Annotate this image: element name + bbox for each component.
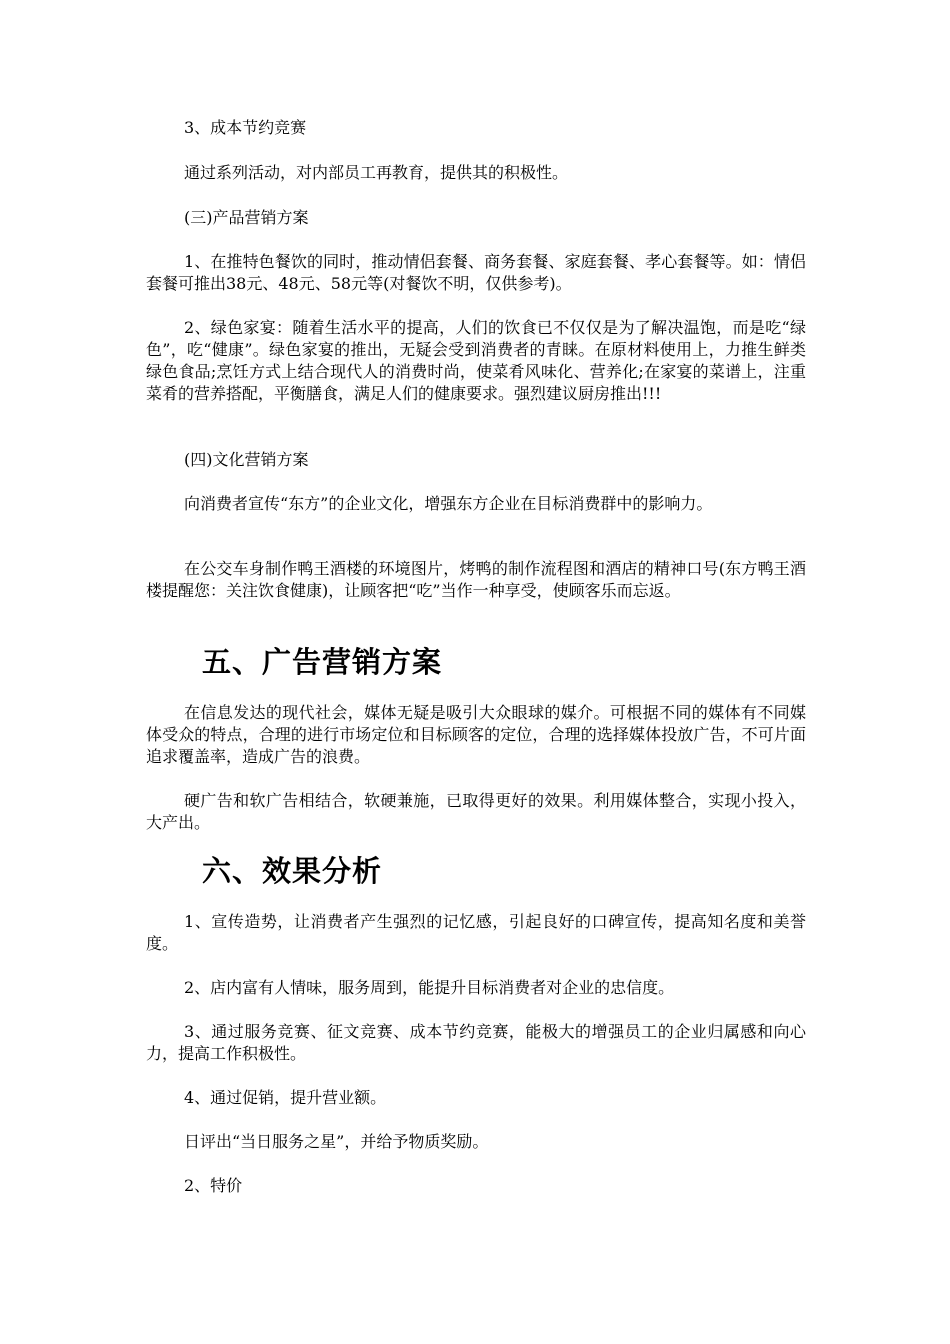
- paragraph-bus-advertising: 在公交车身制作鸭王酒楼的环境图片，烤鸭的制作流程图和酒店的精神口号(东方鸭王酒楼提醒您：关注饮食健康)，让顾客把“吃”当作一种享受，使顾客乐而忘返。: [146, 559, 806, 600]
- paragraph-media-positioning: 在信息发达的现代社会，媒体无疑是吸引大众眼球的媒介。可根据不同的媒体有不同媒体受众的特点，合理的进行市场定位和目标顾客的定位，合理的选择媒体投放广告，不可片面追求覆盖率，造成广告的浪费。: [146, 703, 806, 766]
- paragraph-cost-saving-contest: 3、成本节约竞赛: [184, 118, 307, 137]
- section-heading-advertising: 五、广告营销方案: [202, 645, 443, 679]
- paragraph-effect-4: 4、通过促销，提升营业额。: [184, 1088, 387, 1107]
- section-heading-effect-analysis: 六、效果分析: [202, 854, 383, 888]
- subheading-culture-marketing: (四)文化营销方案: [184, 450, 309, 469]
- paragraph-set-meals: 1、在推特色餐饮的同时，推动情侣套餐、商务套餐、家庭套餐、孝心套餐等。如：情侣套餐可推出38元、48元、58元等(对餐饮不明，仅供参考)。: [146, 252, 806, 293]
- paragraph-service-star: 日评出“当日服务之星”，并给予物质奖励。: [184, 1132, 489, 1151]
- subheading-product-marketing: (三)产品营销方案: [184, 208, 309, 227]
- paragraph-effect-2: 2、店内富有人情味，服务周到，能提升目标消费者对企业的忠信度。: [184, 978, 675, 997]
- paragraph-effect-3: 3、通过服务竞赛、征文竞赛、成本节约竞赛，能极大的增强员工的企业归属感和向心力，提高工作积极性。: [146, 1022, 806, 1063]
- paragraph-hard-soft-ads: 硬广告和软广告相结合，软硬兼施，已取得更好的效果。利用媒体整合，实现小投入，大产出。: [146, 791, 806, 832]
- paragraph-staff-education: 通过系列活动，对内部员工再教育，提供其的积极性。: [184, 163, 569, 182]
- paragraph-effect-1: 1、宣传造势，让消费者产生强烈的记忆感，引起良好的口碑宣传，提高知名度和美誉度。: [146, 912, 806, 953]
- paragraph-special-price: 2、特价: [184, 1176, 243, 1195]
- paragraph-green-family-banquet: 2、绿色家宴：随着生活水平的提高，人们的饮食已不仅仅是为了解决温饱，而是吃“绿色”，吃“健康”。绿色家宴的推出，无疑会受到消费者的青睐。在原材料使用上，力推生鲜类绿色食品;烹饪方式上结合现代人的消费时尚，使菜肴风味化、营养化;在家宴的菜谱上，注重菜肴的营养搭配，平衡膳食，满足人们的健康要求。强烈建议厨房推出!!!: [146, 318, 806, 403]
- paragraph-corporate-culture: 向消费者宣传“东方”的企业文化，增强东方企业在目标消费群中的影响力。: [184, 494, 713, 513]
